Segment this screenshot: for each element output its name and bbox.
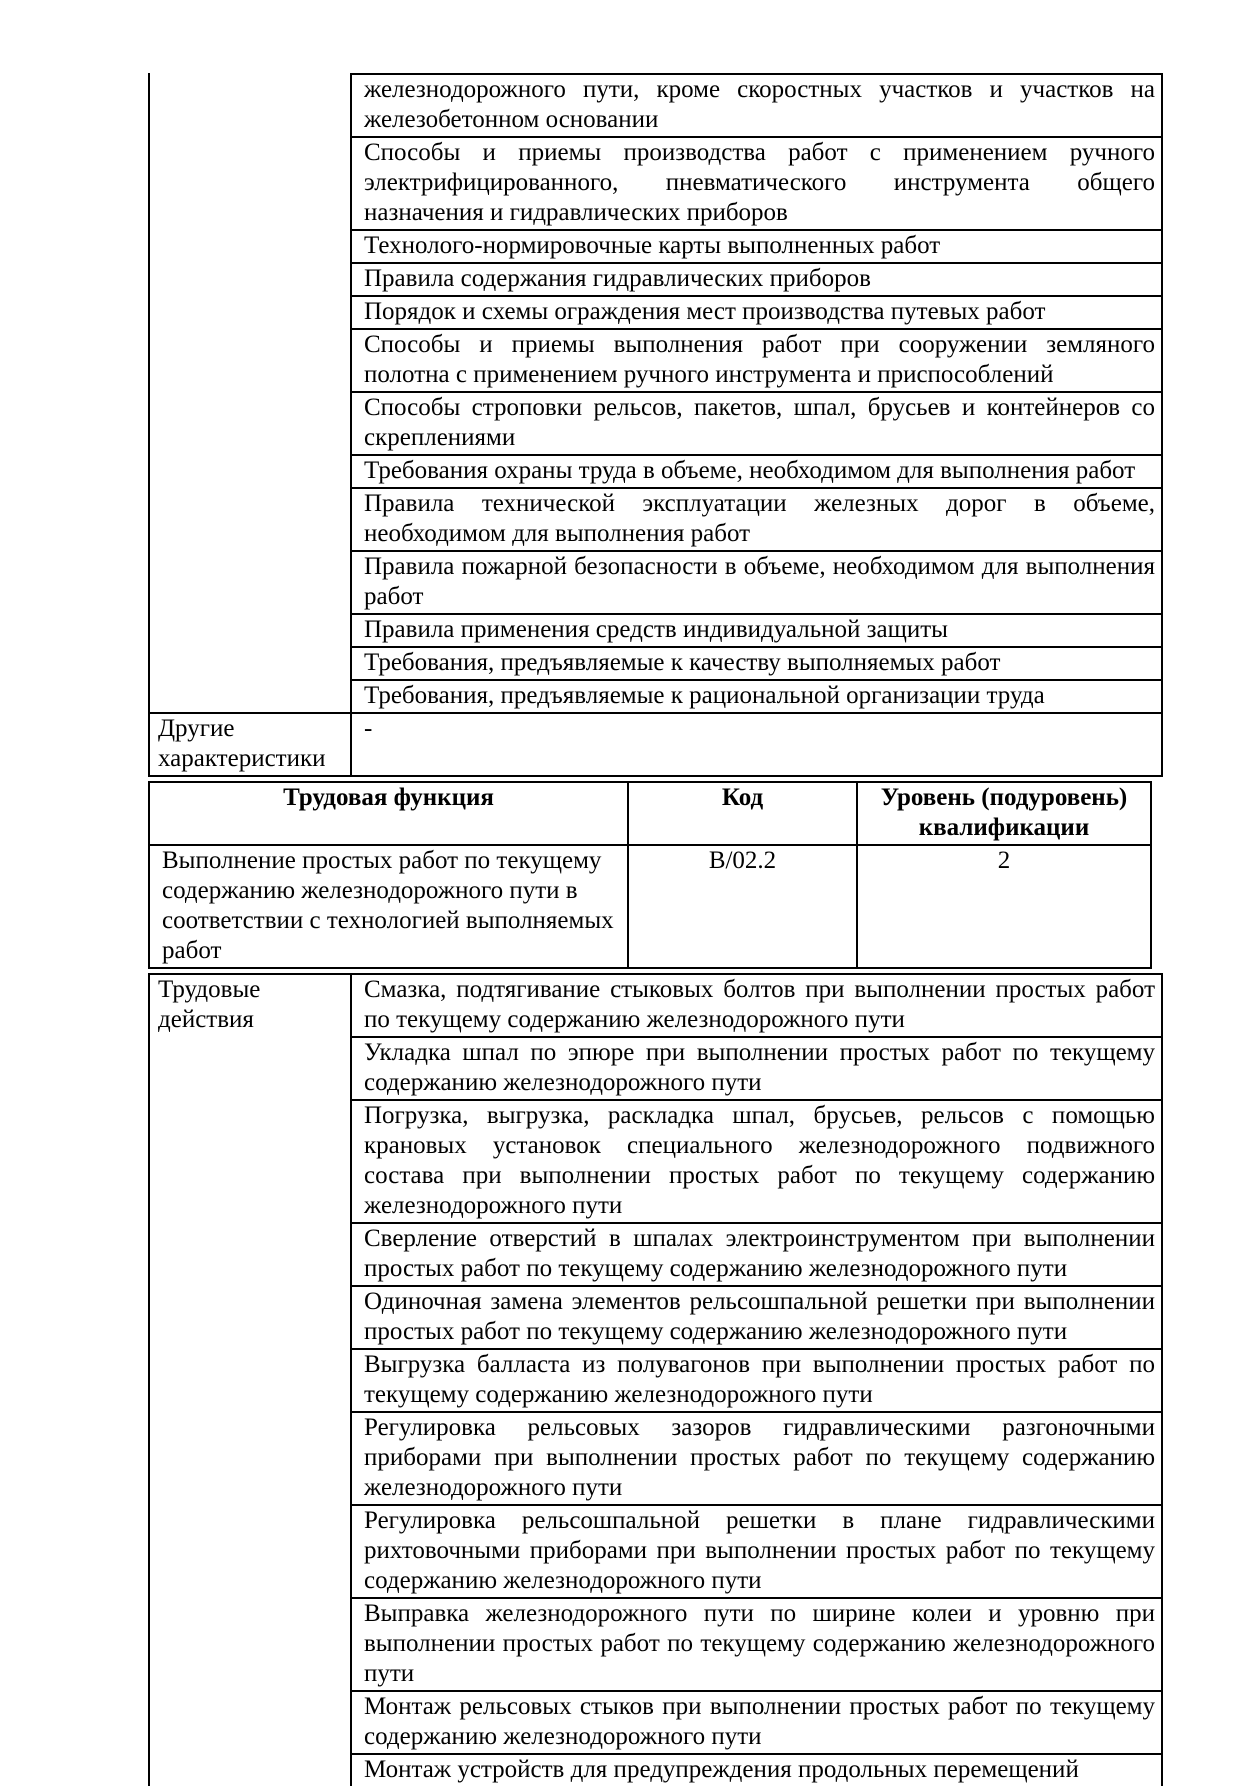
knowledge-item: Требования, предъявляемые к качеству выполняемых работ [352, 648, 1161, 681]
other-characteristics-label: Другие характеристики [150, 714, 352, 775]
knowledge-item: Порядок и схемы ограждения мест производства путевых работ [352, 297, 1161, 330]
action-item: Погрузка, выгрузка, раскладка шпал, брусьев, рельсов с помощью крановых установок специального железнодорожного подвижного состава при выполнении простых работ по текущему содержанию железнодорожного пути [352, 1101, 1161, 1224]
action-item: Регулировка рельсошпальной решетки в плане гидравлическими рихтовочными приборами при выполнении простых работ по текущему содержанию железнодорожного пути [352, 1506, 1161, 1599]
labour-actions-table [148, 973, 1163, 1786]
action-item: Смазка, подтягивание стыковых болтов при выполнении простых работ по текущему содержанию железнодорожного пути [352, 975, 1161, 1038]
action-item: Укладка шпал по эпюре при выполнении простых работ по текущему содержанию железнодорожного пути [352, 1038, 1161, 1101]
other-characteristics-value: - [364, 715, 373, 742]
labour-actions-label: Трудовые действия [150, 975, 352, 1786]
knowledge-item: Требования, предъявляемые к рациональной организации труда [364, 682, 1045, 709]
function-name: Выполнение простых работ по текущему содержанию железнодорожного пути в соответствии с технологией выполняемых работ [150, 846, 629, 967]
action-item: Монтаж рельсовых стыков при выполнении простых работ по текущему содержанию железнодорожного пути [352, 1692, 1161, 1755]
knowledge-item: Способы и приемы выполнения работ при сооружении земляного полотна с применением ручного инструмента и приспособлений [352, 330, 1161, 393]
knowledge-items-column [352, 73, 1161, 712]
knowledge-item: Правила содержания гидравлических приборов [352, 264, 1161, 297]
knowledge-item: Требования охраны труда в объеме, необходимом для выполнения работ [352, 456, 1161, 489]
labour-function-header-row [150, 783, 1150, 846]
function-level: 2 [997, 847, 1011, 874]
knowledge-item: Правила технической эксплуатации железных дорог в объеме, необходимом для выполнения работ [352, 489, 1161, 552]
knowledge-item: Технолого-нормировочные карты выполненных работ [352, 231, 1161, 264]
labour-actions-column [352, 975, 1161, 1786]
knowledge-table [148, 73, 1163, 777]
knowledge-item: Способы строповки рельсов, пакетов, шпал, брусьев и контейнеров со скреплениями [352, 393, 1161, 456]
action-item: Одиночная замена элементов рельсошпальной решетки при выполнении простых работ по текущему содержанию железнодорожного пути [352, 1287, 1161, 1350]
labour-function-data-row [150, 846, 1150, 967]
action-item: Сверление отверстий в шпалах электроинструментом при выполнении простых работ по текущему содержанию железнодорожного пути [352, 1224, 1161, 1287]
knowledge-item: железнодорожного пути, кроме скоростных участков и участков на железобетонном основании [352, 75, 1161, 138]
header-level: Уровень (подуровень) квалификации [880, 784, 1128, 841]
knowledge-item: Правила применения средств индивидуальной защиты [352, 615, 1161, 648]
knowledge-item: Способы и приемы производства работ с применением ручного электрифицированного, пневматического инструмента общего назначения и гидравлических приборов [352, 138, 1161, 231]
other-characteristics-row [150, 714, 1161, 777]
action-item: Выгрузка балласта из полувагонов при выполнении простых работ по текущему содержанию железнодорожного пути [352, 1350, 1161, 1413]
action-item: Монтаж устройств для предупреждения продольных перемещений [364, 1756, 1079, 1783]
labour-function-table [148, 781, 1152, 969]
action-item: Регулировка рельсовых зазоров гидравлическими разгоночными приборами при выполнении простых работ по текущему содержанию железнодорожного пути [352, 1413, 1161, 1506]
function-code: В/02.2 [629, 846, 858, 967]
knowledge-item: Правила пожарной безопасности в объеме, необходимом для выполнения работ [352, 552, 1161, 615]
knowledge-table-body [150, 73, 1161, 714]
header-code: Код [629, 783, 858, 844]
header-function: Трудовая функция [150, 783, 629, 844]
action-item: Выправка железнодорожного пути по ширине колеи и уровню при выполнении простых работ по текущему содержанию железнодорожного пути [352, 1599, 1161, 1692]
knowledge-row-header-empty [150, 73, 352, 712]
